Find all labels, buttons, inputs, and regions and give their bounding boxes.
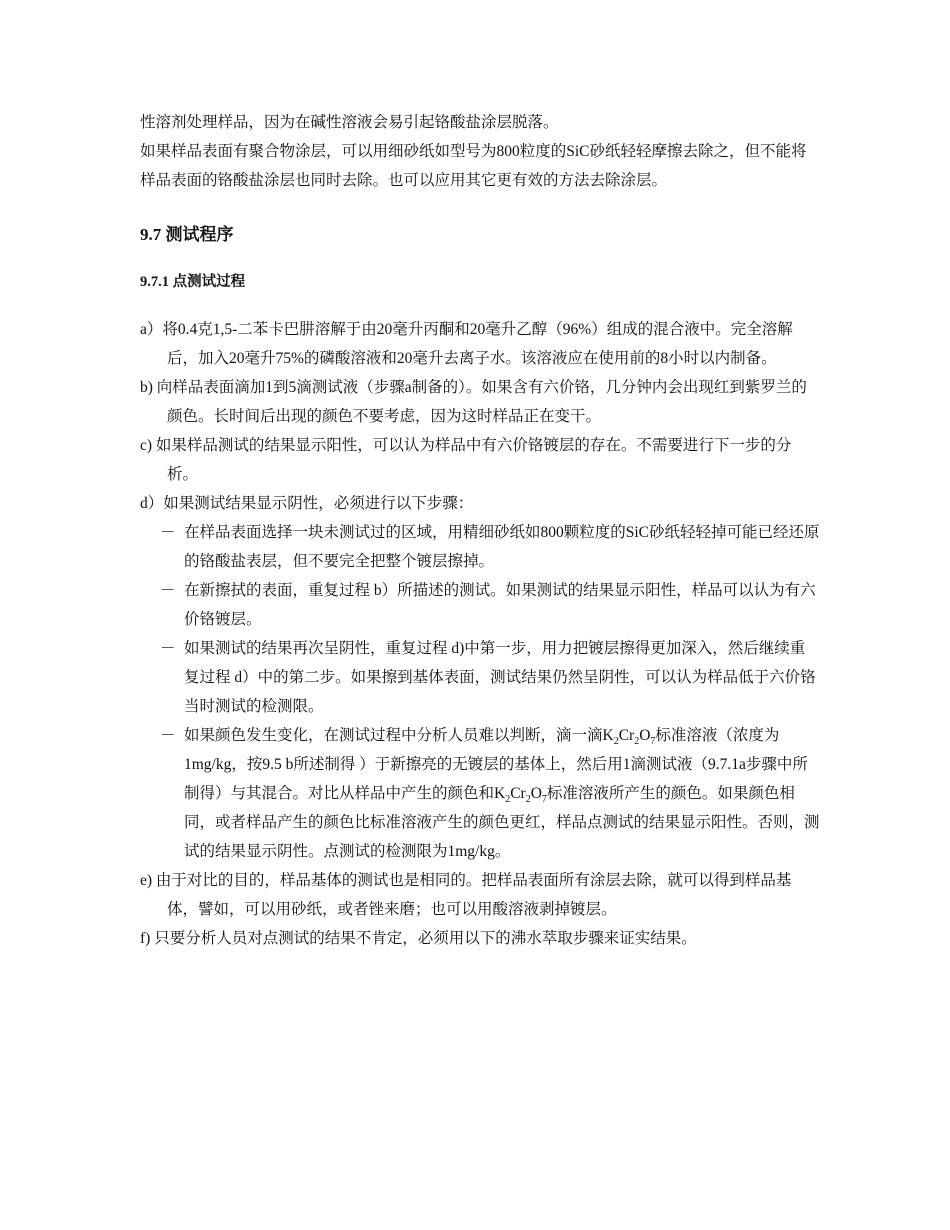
subscript: 7 (650, 736, 656, 748)
step-e: e) 由于对比的目的，样品基体的测试也是相同的。把样品表面所有涂层去除，就可以得到样品基体，譬如，可以用砂纸，或者锉来磨；也可以用酸溶液剥掉镀层。 (140, 872, 792, 918)
substep-text: 在样品表面选择一块未测试过的区域，用精细砂纸如800颗粒度的SiC砂纸轻轻掉可能已经还原的铬酸盐表层，但不要完全把整个镀层擦掉。 (184, 524, 820, 570)
substep-text-part: O (530, 785, 542, 802)
step-d-substep-4 (140, 721, 820, 866)
subscript: 2 (613, 736, 619, 748)
step-d: d）如果测试结果显示阴性，必须进行以下步骤： (140, 495, 474, 512)
substep-text-part: Cr (618, 727, 635, 744)
step-b: b) 向样品表面滴加1到5滴测试液（步骤a制备的）。如果含有六价铬，几分钟内会出现红到紫罗兰的颜色。长时间后出现的颜色不要考虑，因为这时样品正在变干。 (140, 379, 807, 425)
step-f: f) 只要分析人员对点测试的结果不肯定，必须用以下的沸水萃取步骤来证实结果。 (140, 930, 697, 947)
section-heading: 9.7 测试程序 (140, 225, 234, 244)
substep-text-part: 如果颜色发生变化，在测试过程中分析人员难以判断，滴一滴K (184, 727, 614, 744)
substep-text-part: 标准溶液所产生的颜色。如果颜色相同，或者样品产生的颜色比标准溶液产生的颜色更红，样品点测试的结果显示阳性。否则，测试的结果显示阴性。点测试的检测限为1mg/kg。 (184, 785, 820, 860)
dash-bullet: － (160, 582, 176, 599)
subsection-heading: 9.7.1 点测试过程 (140, 274, 246, 290)
step-d-substep-3 (140, 634, 820, 721)
subscript: 2 (505, 794, 511, 806)
substep-text-part: O (639, 727, 651, 744)
subscript: 7 (541, 794, 547, 806)
intro-paragraph-1: 性溶剂处理样品，因为在碱性溶液会易引起铬酸盐涂层脱落。 (140, 114, 559, 131)
step-c: c) 如果样品测试的结果显示阳性，可以认为样品中有六价铬镀层的存在。不需要进行下一步的分析。 (140, 437, 792, 483)
step-d-substep-1 (140, 518, 820, 576)
subscript: 2 (525, 794, 531, 806)
procedure-steps (140, 315, 820, 953)
intro-paragraph-2: 如果样品表面有聚合物涂层，可以用细砂纸如型号为800粒度的SiC砂纸轻轻摩擦去除之，但不能将样品表面的铬酸盐涂层也同时去除。也可以应用其它更有效的方法去除涂层。 (140, 143, 807, 189)
substep-text: 如果测试的结果再次呈阴性，重复过程 d)中第一步，用力把镀层擦得更加深入，然后继续重复过程 d）中的第二步。如果擦到基体表面，测试结果仍然呈阴性，可以认为样品低于六价铬当时测试的检测限。 (184, 640, 816, 715)
step-a: a）将0.4克1,5-二苯卡巴肼溶解于由20毫升丙酮和20毫升乙醇（96%）组成的混合液中。完全溶解后，加入20毫升75%的磷酸溶液和20毫升去离子水。该溶液应在使用前的8小时以内制备。 (140, 321, 793, 367)
substep-text-part: 标准溶液（浓度为1mg/kg，按9.5 b所述制得 ）于新擦亮的无镀层的基体上，然后用1滴测试液（9.7.1a步骤中所制得）与其混合。对比从样品中产生的颜色和K (184, 727, 808, 802)
document-page (140, 108, 820, 953)
subscript: 2 (634, 736, 640, 748)
substep-text-part: Cr (510, 785, 526, 802)
step-d-substep-2 (140, 576, 820, 634)
dash-bullet: － (160, 524, 176, 541)
substep-text: 在新擦拭的表面，重复过程 b）所描述的测试。如果测试的结果显示阳性，样品可以认为有六价铬镀层。 (184, 582, 816, 628)
dash-bullet: － (160, 727, 176, 744)
dash-bullet: － (160, 640, 176, 657)
